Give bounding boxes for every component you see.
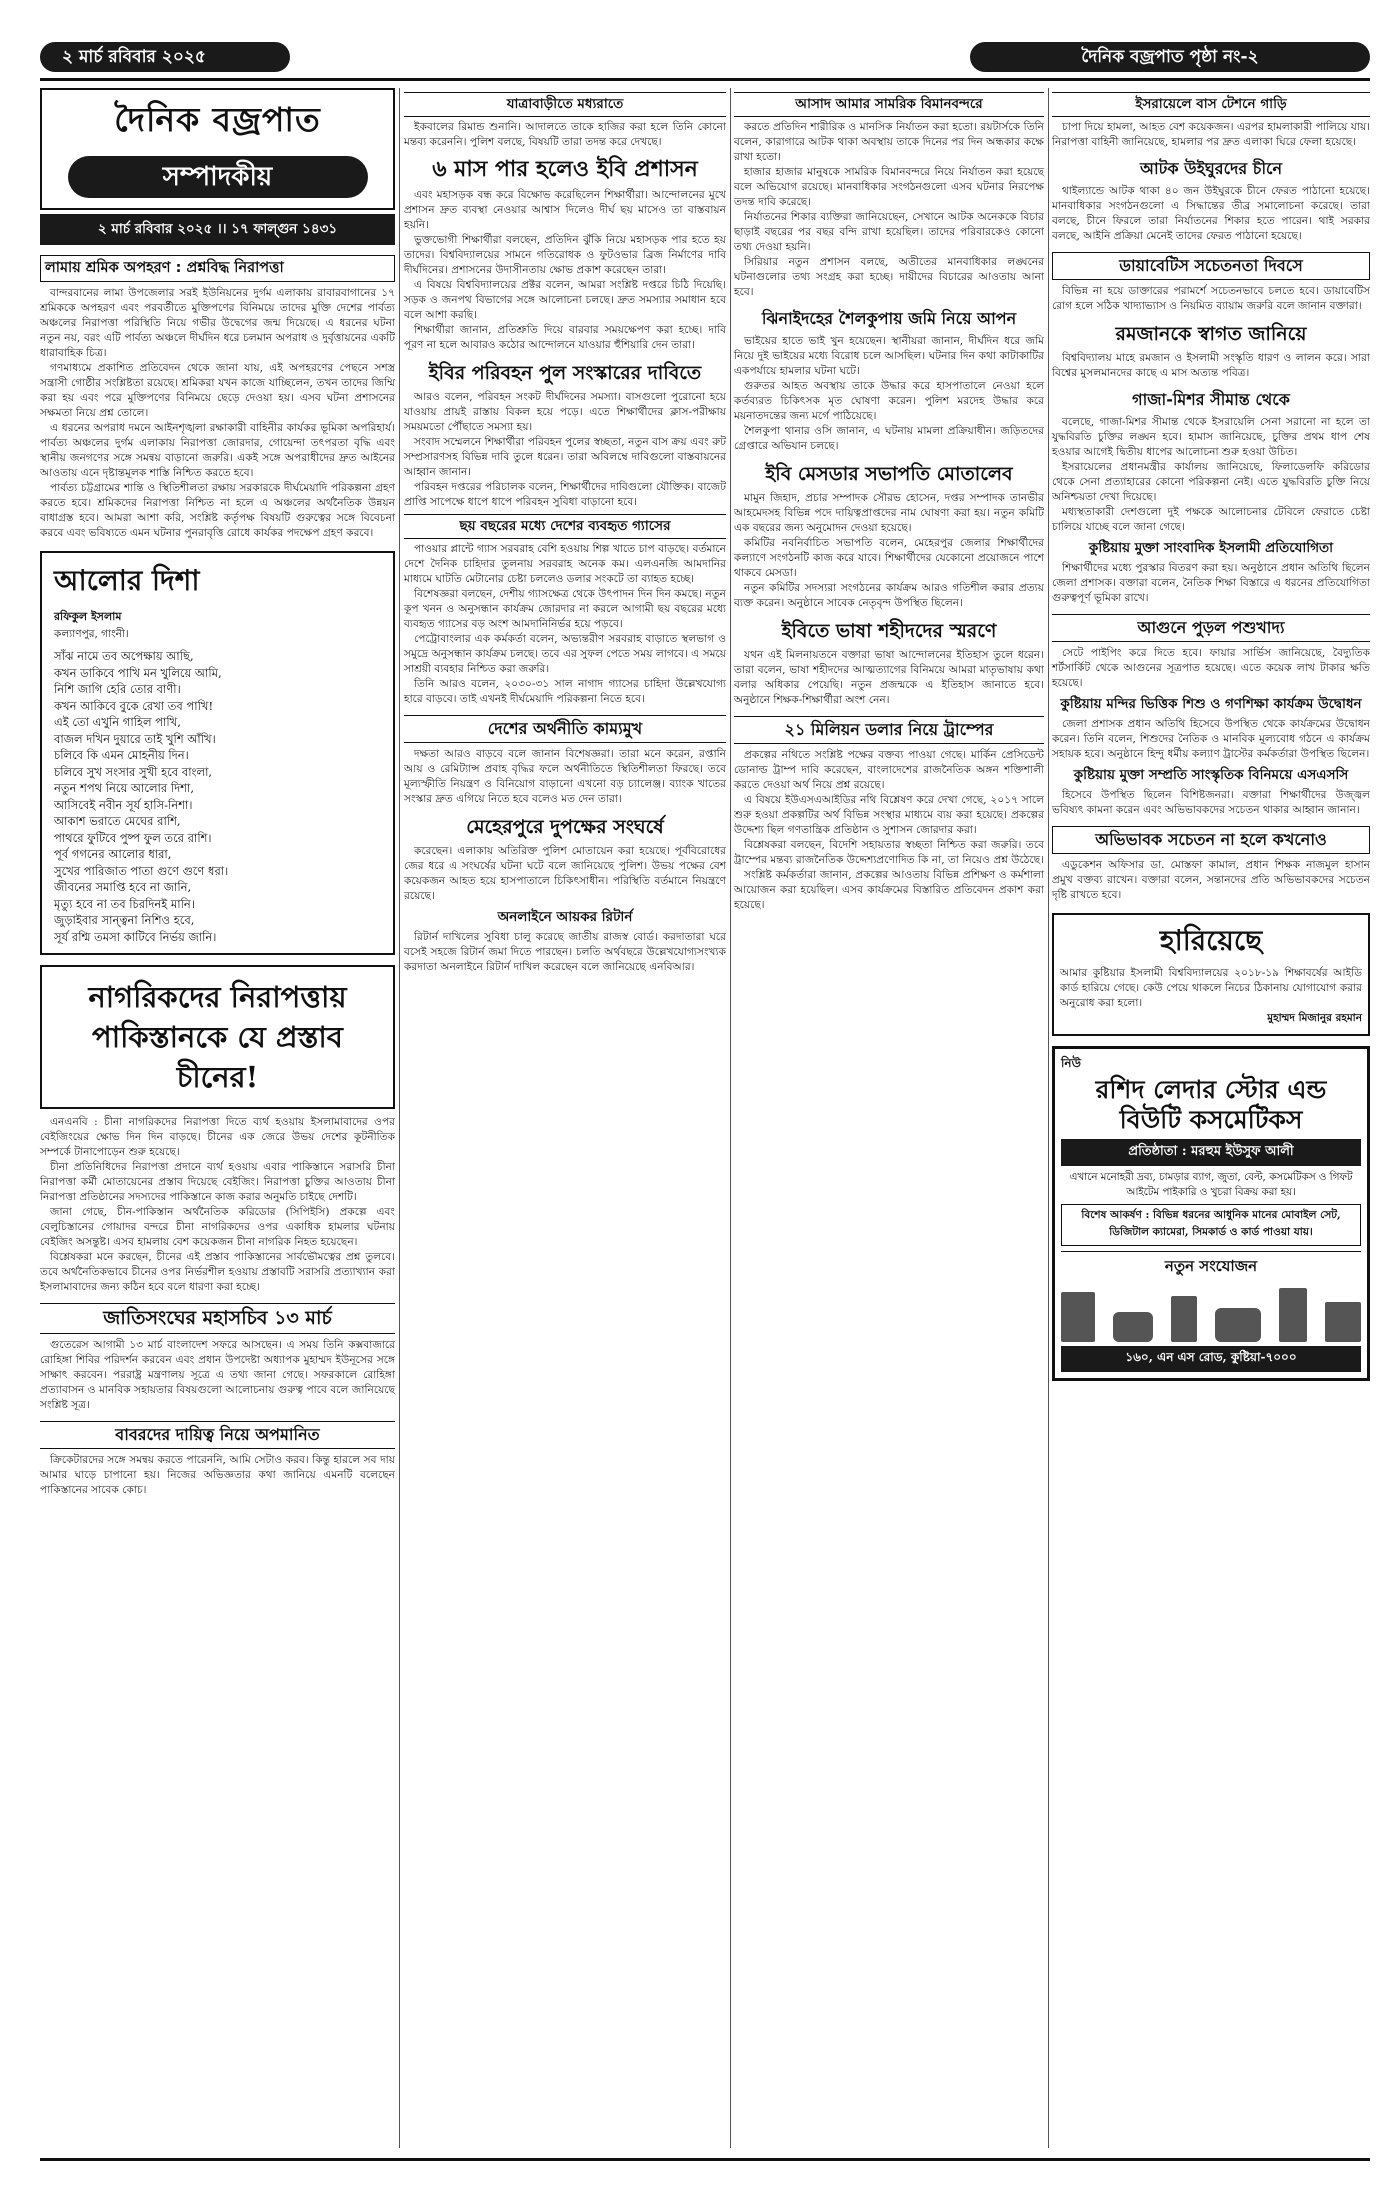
paragraph: হিসেবে উপস্থিত ছিলেন বিশিষ্টজনরা। বক্তারা শিক্ষার্থীদের উজ্জ্বল ভবিষ্যৎ কামনা করেন এবং অভিভাবকদের সচেতন থাকার আহ্বান জানান। xyxy=(1052,789,1370,816)
paragraph: এডুকেশন অফিসার ডা. মোস্তফা কামাল, প্রধান শিক্ষক নাজমুল হাসান প্রমুখ বক্তব্য রাখেন। বক্তারা বলেন, সন্তানদের প্রতি অভিভাবকদের সচেতন দৃষ্টি রাখতে হবে। xyxy=(1052,859,1370,901)
ad-founder: প্রতিষ্ঠাতা : মরহুম ইউসুফ আলী xyxy=(1061,1139,1361,1166)
story-headline: অনলাইনে আয়কর রিটার্ন xyxy=(497,909,633,925)
column-divider xyxy=(1048,88,1049,2148)
paragraph: সিরিয়ার নতুন প্রশাসন বলছে, অতীতের মানবাধিকার লঙ্ঘনের ঘটনাগুলোর তথ্য সংগ্রহ করা হচ্ছে। দায়ীদের বিচারের আওতায় আনা হবে। xyxy=(734,256,1044,298)
china-headline: নাগরিকদের নিরাপত্তায় পাকিস্তানকে যে প্রস্তাব চীনের! xyxy=(40,965,395,1109)
ad-address: ১৬০, এন এস রোড, কুষ্টিয়া-৭০০০ xyxy=(1061,1346,1361,1372)
story-body xyxy=(1052,351,1370,381)
paragraph: আরও বলেন, পরিবহন সংকট দীর্ঘদিনের সমস্যা। বাসগুলো পুরোনো হয়ে যাওয়ায় প্রায়ই রাস্তায় বিকল হয়ে পড়ে। এতে শিক্ষার্থীদের ক্লাস-পরীক্ষায় সময়মতো পৌঁছাতে সমস্যা হয়। xyxy=(404,391,726,433)
page-label: দৈনিক বজ্রপাত পৃষ্ঠা নং-২ xyxy=(970,42,1370,72)
poem-line: সুখের পারিজাত পাতা গুণে গুণে ধরা। xyxy=(54,863,229,878)
paragraph: ক্রিকেটারদের সঙ্গে সমন্বয় করতে পারেননি, আমি সেটাও করব। কিন্তু হারলে সব দায় আমার ঘাড়ে চাপানো হয়। নিজের অভিজ্ঞতার কথা জানিয়ে এমনটি বলেছেন পাকিস্তানের সাবেক কোচ। xyxy=(40,1454,395,1496)
story-headline: ইবির পরিবহন পুল সংস্কারের দাবিতে xyxy=(428,362,702,384)
story-body xyxy=(404,542,726,707)
bottom-rule xyxy=(40,2158,1370,2161)
poem-line: মৃত্যু হবে না তব চিরদিনই মানি। xyxy=(54,896,195,911)
story-body xyxy=(734,491,1044,611)
story-headline: ডায়াবেটিস সচেতনতা দিবসে xyxy=(1052,252,1370,280)
paragraph: সেটে পাইপিং করে দিতে হবে। ফায়ার সার্ভিস জানিয়েছে, বৈদ্যুতিক শর্টসার্কিট থেকে আগুনের সূত্রপাত হয়েছে। এতে কয়েক লাখ টাকার ক্ষতি হয়েছে। xyxy=(1052,647,1370,689)
paragraph: মধ্যস্থতাকারী দেশগুলো দুই পক্ষকে আলোচনার টেবিলে ফেরাতে চেষ্টা চালিয়ে যাচ্ছে বলে জানা গেছে। xyxy=(1052,506,1370,533)
editorial-date: ২ মার্চ রবিবার ২০২৫ ।। ১৭ ফাল্গুন ১৪৩১ xyxy=(40,214,395,245)
story-headline: ২১ মিলিয়ন ডলার নিয়ে ট্রাম্পের xyxy=(734,716,1044,744)
paragraph: ভুক্তভোগী শিক্ষার্থীরা বলছেন, প্রতিদিন ঝুঁকি নিয়ে মহাসড়ক পার হতে হয় তাদের। বিশ্ববিদ্যালয়ের সামনে গতিরোধক ও ফুটওভার ব্রিজ নির্মাণের দাবি দীর্ঘদিনের। প্রশাসনের উদাসীনতায় ক্ষোভ প্রকাশ করেছেন তারা। xyxy=(404,234,726,276)
poem-line: সাঁঝ নামে তব অপেক্ষায় আছি, xyxy=(54,649,194,663)
story-headline: ৬ মাস পার হলেও ইবি প্রশাসন xyxy=(432,157,698,182)
poem-line: কখন ডাকিবে পাখি মন খুলিয়ে আমি, xyxy=(54,665,222,680)
paragraph: বিশ্লেষকরা বলছেন, বিদেশি সহায়তার স্বচ্ছতা নিশ্চিত করা জরুরি। তবে ট্রাম্পের মন্তব্য রাজনৈতিক উদ্দেশ্যপ্রণোদিত কি না, তা নিয়েও প্রশ্ন উঠেছে। xyxy=(734,839,1044,866)
paragraph: প্রকল্পের নথিতে সংশ্লিষ্ট পক্ষের বক্তব্য পাওয়া গেছে। মার্কিন প্রেসিডেন্ট ডোনাল্ড ট্রাম্প দাবি করেছেন, বাংলাদেশের রাজনৈতিক অঙ্গন শক্তিশালী করতে দেওয়া অর্থ নিয়ে প্রশ্ন রয়েছে। xyxy=(734,749,1044,791)
column-4 xyxy=(1052,88,1370,1381)
lost-title: হারিয়েছে xyxy=(1159,924,1263,957)
paragraph: জানা গেছে, চীন-পাকিস্তান অর্থনৈতিক করিডোর (সিপিইসি) প্রকল্পে এবং বেলুচিস্তানের গোয়াদর বন্দরে চীনা নাগরিকদের ওপর একাধিক হামলার ঘটনায় বেইজিং অসন্তুষ্ট। এসব হামলায় বেশ কয়েকজন চীনা নাগরিক নিহত হয়েছেন। xyxy=(40,1206,395,1248)
ad-product-images xyxy=(1061,1284,1361,1342)
poem-line: চলিবে কি এমন মোহনীয় দিন। xyxy=(54,748,189,762)
column-divider xyxy=(730,88,731,2148)
advertisement xyxy=(1052,1046,1370,1381)
story-body xyxy=(734,648,1044,708)
story-headline: আগুনে পুড়ল পশুখাদ্য xyxy=(1052,614,1370,642)
camera-image xyxy=(1215,1308,1261,1342)
phone-image xyxy=(1279,1288,1307,1342)
story-headline: আসাদ আমার সামরিক বিমানবন্দরে xyxy=(734,92,1044,117)
poem-line: বাজল দখিন দুয়ারে তাই খুশি আঁখি। xyxy=(54,731,216,746)
poem-line: পাথরে ফুটিবে পুষ্প ফুল তরে রাশি। xyxy=(54,830,212,845)
story-headline: কুষ্টিয়ায় মন্দির ভিত্তিক শিশু ও গণশিক্ষা কার্যক্রম উদ্বোধন xyxy=(1060,696,1362,712)
paragraph: যথন এই মিলনায়তনে বক্তারা ভাষা আন্দোলনের ইতিহাস তুলে ধরেন। তারা বলেন, ভাষা শহীদদের আত্মত্যাগের বিনিময়ে আমরা মাতৃভাষায় কথা বলার অধিকার পেয়েছি। নতুন প্রজন্মকে এ ইতিহাস জানাতে হবে। অনুষ্ঠানে শিক্ষক-শিক্ষার্থীরা অংশ নেন। xyxy=(734,649,1044,706)
paragraph: শিক্ষার্থীদের মধ্যে পুরস্কার বিতরণ করা হয়। অনুষ্ঠানে প্রধান অতিথি ছিলেন জেলা প্রশাসক। বক্তারা বলেন, নৈতিক শিক্ষা বিস্তারে এ ধরনের প্রতিযোগিতা গুরুত্বপূর্ণ ভূমিকা রাখে। xyxy=(1052,562,1370,604)
column-1 xyxy=(40,88,395,1498)
ad-description: এখানে মনোহরী দ্রব্য, চামড়ার ব্যাগ, জুতা, বেল্ট, কসমেটিকস ও গিফট আইটেম পাইকারি ও খুচরা বিক্রয় করা হয়। xyxy=(1069,1171,1353,1198)
paragraph: ইকবালের রিমান্ড শুনানি। আদালতে তাকে হাজির করা হলে তিনি কোনো মন্তব্য করেননি। পুলিশ বলছে, বিষয়টি তারা তদন্ত করে দেখছে। xyxy=(404,121,726,148)
poem-line: সূর্য রশ্মি তমসা কাটিবে নির্ভয় জানি। xyxy=(54,929,217,944)
story-headline: ছয় বছরের মধ্যে দেশের ব্যবহৃত গ্যাসের xyxy=(404,514,726,539)
paragraph: শিক্ষার্থীরা জানান, প্রতিশ্রুতি দিয়ে বারবার সময়ক্ষেপণ করা হচ্ছে। দাবি পূরণ না হলে আবারও কঠোর আন্দোলনে যাওয়ার হুঁশিয়ারি দেন তারা। xyxy=(404,324,726,351)
paragraph: এ বিষয়ে বিশ্ববিদ্যালয়ের প্রক্টর বলেন, আমরা সংশ্লিষ্ট দপ্তরে চিঠি দিয়েছি। সড়ক ও জনপথ বিভাগের সঙ্গে আলোচনা চলছে। দ্রুত সমস্যার সমাধান হবে বলে আশা করছি। xyxy=(404,279,726,321)
paragraph: বলেছে, গাজা-মিশর সীমান্ত থেকে ইসরায়েলি সেনা সরানো না হলে তা যুদ্ধবিরতি চুক্তির লঙ্ঘন হবে। হামাস জানিয়েছে, চুক্তির প্রথম ধাপ শেষ হওয়ার আগেই দ্বিতীয় ধাপের আলোচনা শুরু হওয়া উচিত। xyxy=(1052,416,1370,458)
story-headline: ঝিনাইদহের শৈলকুপায় জমি নিয়ে আপন xyxy=(761,309,1017,328)
poem-line: আসিবেই নবীন সূর্য হাসি-নিশা। xyxy=(54,797,193,812)
poem-line: নিশি জাগি হেরি তোর বাণী। xyxy=(54,682,181,696)
column-2 xyxy=(404,88,726,975)
paragraph: পরিবহন দপ্তরের পরিচালক বলেন, শিক্ষার্থীদের দাবিগুলো যৌক্তিক। বাজেট প্রাপ্তি সাপেক্ষে ধাপে ধাপে পরিবহন সুবিধা বাড়ানো হবে। xyxy=(404,481,726,508)
issue-date: ২ মার্চ রবিবার ২০২৫ xyxy=(40,42,290,72)
masthead xyxy=(40,88,395,210)
editorial-label: সম্পাদকীয় xyxy=(68,156,368,198)
story-body xyxy=(404,844,726,904)
poem-box xyxy=(40,551,395,955)
story-body xyxy=(404,747,726,807)
ad-special: বিশেষ আকর্ষণ : বিভিন্ন ধরনের আধুনিক মানের মোবাইল সেট, ডিজিটাল ক্যামেরা, সিমকার্ড ও কার্ড পাওয়া যায়। xyxy=(1061,1204,1361,1246)
paragraph: পেট্রোবাংলার এক কর্মকর্তা বলেন, অভ্যন্তরীণ সরবরাহ বাড়াতে স্থলভাগ ও সমুদ্রে অনুসন্ধান কার্যক্রম চলছে। তবে এর সুফল পেতে সময় লাগবে। এ সময়ে সাশ্রয়ী ব্যবহার নিশ্চিত করা জরুরি। xyxy=(404,633,726,675)
un-headline: জাতিসংঘের মহাসচিব ১৩ মার্চ xyxy=(40,1303,395,1334)
poem-lines xyxy=(54,648,381,945)
paragraph: ভাইয়ের হাতে ভাই খুন হয়েছেন। স্থানীয়রা জানান, দীর্ঘদিন ধরে জমি নিয়ে দুই ভাইয়ের মধ্যে বিরোধ চলে আসছিল। ঘটনার দিন কথা কাটাকাটির একপর্যায়ে হামলার ঘটনা ঘটে। xyxy=(734,335,1044,377)
story-body xyxy=(1052,415,1370,535)
bag-image xyxy=(1325,1302,1361,1342)
story-headline: ইবিতে ভাষা শহীদদের স্মরণে xyxy=(781,620,997,642)
paragraph: এবং মহাসড়ক বন্ধ করে বিক্ষোভ করেছিলেন শিক্ষার্থীরা। আন্দোলনের মুখে প্রশাসন দ্রুত ব্যবস্থা নেওয়ার আশ্বাস দিলেও দীর্ঘ ছয় মাসেও তা বাস্তবায়ন হয়নি। xyxy=(404,189,726,231)
paragraph: শৈলকুপা থানার ওসি জানান, এ ঘটনায় মামলা প্রক্রিয়াধীন। জড়িতদের গ্রেপ্তারে অভিযান চলছে। xyxy=(734,425,1044,452)
paragraph: সংশ্লিষ্ট কর্মকর্তারা জানান, প্রকল্পের আওতায় বিভিন্ন প্রশিক্ষণ ও কর্মশালা আয়োজন করা হয়েছিল। এসব কার্যক্রমের বিস্তারিত প্রতিবেদন প্রকাশ করা হয়েছে। xyxy=(734,869,1044,911)
story-body xyxy=(404,390,726,510)
story-body xyxy=(1052,788,1370,818)
story-body xyxy=(1052,284,1370,314)
paragraph: বিশেষজ্ঞরা বলছেন, দেশীয় গ্যাসক্ষেত্র থেকে উৎপাদন দিন দিন কমছে। নতুন কূপ খনন ও অনুসন্ধান কার্যক্রম জোরদার না করলে আগামী ছয় বছরের মধ্যে ব্যবহৃত গ্যাসের বড় অংশ আমদানিনির্ভর হয়ে পড়বে। xyxy=(404,588,726,630)
story-body xyxy=(404,930,726,975)
paragraph: পাওয়ার প্লান্টে গ্যাস সরবরাহ বেশি হওয়ায় শিল্প খাতে চাপ বাড়ছে। বর্তমানে দেশে দৈনিক চাহিদার তুলনায় সরবরাহ অনেক কম। এলএনজি আমদানির মাধ্যমে ঘাটতি মেটানোর চেষ্টা চললেও ডলার সংকটে তা ব্যাহত হচ্ছে। xyxy=(404,543,726,585)
paragraph: জেলা প্রশাসক প্রধান অতিথি হিসেবে উপস্থিত থেকে কার্যক্রমের উদ্বোধন করেন। তিনি বলেন, শিশুদের নৈতিক ও মানবিক মূল্যবোধ গঠনে এ কার্যক্রম সহায়ক হবে। অনুষ্ঠানে হিন্দু ধর্মীয় কল্যাণ ট্রাস্টের কর্মকর্তারা উপস্থিত ছিলেন। xyxy=(1052,718,1370,760)
paragraph: হাজার হাজার মানুষকে সামরিক বিমানবন্দরে নিয়ে নির্যাতন করা হয়েছে বলে অভিযোগ রয়েছে। মানবাধিকার সংগঠনগুলো এসব ঘটনার নিরপেক্ষ তদন্ত দাবি করেছে। xyxy=(734,166,1044,208)
top-bar xyxy=(40,42,1370,74)
camera-image xyxy=(1113,1312,1153,1342)
paragraph: চীনা প্রতিনিধিদের নিরাপত্তা প্রদানে ব্যর্থ হওয়ায় এবার পাকিস্তানে সরাসরি চীনা নিরাপত্তা কর্মী মোতায়েনের প্রস্তাব দিয়েছে বেইজিং। নিরাপত্তা চুক্তির আওতায় চীনা নিরাপত্তা প্রতিষ্ঠানের সদস্যদের পাকিস্তানে কাজ করার অনুমতি চাইছে দেশটি। xyxy=(40,1161,395,1203)
paragraph: বান্দরবানের লামা উপজেলার সরই ইউনিয়নের দুর্গম এলাকায় রাবারবাগানের ১৭ শ্রমিককে অপহরণ এবং পরবর্তীতে মুক্তিপণের বিনিময়ে তাদের মুক্তি দেশের পার্বত্য অঞ্চলের নিরাপত্তা পরিস্থিতি নিয়ে গভীর উদ্বেগের জন্ম দিয়েছে। এ ধরনের ঘটনা নতুন নয়, বরং এটি পার্বত্য অঞ্চলে দীর্ঘদিন ধরে চলমান অপরাধ ও দুর্বৃত্তায়নের একটি ধারাবাহিক চিত্র। xyxy=(40,287,395,359)
poem-author: রফিকুল ইসলাম xyxy=(54,610,122,623)
china-body xyxy=(40,1115,395,1295)
story-body xyxy=(1052,120,1370,150)
story-body xyxy=(404,120,726,150)
poem-place: কল্যাণপুর, গাংনী। xyxy=(54,628,129,640)
story-body xyxy=(1052,717,1370,762)
story-headline: কুষ্টিয়ায় মুক্তা সম্প্রতি সাংস্কৃতিক বিনিময়ে এসএসসি xyxy=(1073,767,1349,783)
ad-new-addition: নতুন সংযোজন xyxy=(1061,1251,1361,1280)
ad-new-label: নিউ xyxy=(1061,1056,1081,1070)
paragraph: এ বিষয়ে ইউএসএআইডির নথি বিশ্লেষণ করে দেখা গেছে, ২০১৭ সালে শুরু হওয়া প্রকল্পটির অর্থ বিভিন্ন সংস্থার মাধ্যমে ব্যয় করা হয়েছে। প্রকল্পের উদ্দেশ্য ছিল গণতান্ত্রিক প্রতিষ্ঠান ও সুশাসন জোরদার করা। xyxy=(734,794,1044,836)
paragraph: এ ধরনের অপরাধ দমনে আইনশৃঙ্খলা রক্ষাকারী বাহিনীর কার্যকর ভূমিকা অপরিহার্য। পার্বত্য অঞ্চলের দুর্গম এলাকায় নিরাপত্তা জোরদার, গোয়েন্দা তৎপরতা বৃদ্ধি এবং স্থানীয় জনগণের সঙ্গে সমন্বয় বাড়ানো জরুরি। একই সঙ্গে অপরাধীদের দ্রুত আইনের আওতায় এনে দৃষ্টান্তমূলক শাস্তি নিশ্চিত করতে হবে। xyxy=(40,422,395,479)
story-headline: গাজা-মিশর সীমান্ত থেকে xyxy=(1132,390,1290,409)
story-body xyxy=(734,334,1044,454)
paragraph: তিনি আরও বলেন, ২০৩০-৩১ সাল নাগাদ গ্যাসের চাহিদা উল্লেখযোগ্য হারে বাড়বে। তাই এখনই দীর্ঘমেয়াদি পরিকল্পনা নিতে হবে। xyxy=(404,678,726,705)
poem-line: কখন আকিবে বুকে রেখা তব পাখি! xyxy=(54,698,214,713)
poem-line: জুড়াইবার সান্ত্বনা নিশিও হবে, xyxy=(54,913,195,927)
story-body xyxy=(1052,184,1370,244)
ad-store-name: রশিদ লেদার স্টোর এন্ড বিউটি কসমেটিকস xyxy=(1095,1075,1327,1134)
story-body xyxy=(734,120,1044,300)
paragraph: গুতেরেস আগামী ১৩ মার্চ বাংলাদেশ সফরে আসছেন। এ সময় তিনি কক্সবাজারে রোহিঙ্গা শিবির পরিদর্শন করবেন এবং প্রধান উপদেষ্টা অধ্যাপক মুহাম্মদ ইউনূসের সঙ্গে সাক্ষাৎ করবেন। পররাষ্ট্র মন্ত্রণালয় সূত্রে এ তথ্য জানা গেছে। সফরকালে রোহিঙ্গা প্রত্যাবাসন ও মানবিক সহায়তার বিষয়গুলো আলোচনায় গুরুত্ব পাবে বলে জানিয়েছে সংশ্লিষ্ট সূত্র। xyxy=(40,1339,395,1411)
paragraph: মামুন জিহাদ, প্রচার সম্পাদক সৌরভ হোসেন, দপ্তর সম্পাদক তানভীর আহমেদসহ বিভিন্ন পদে দায়িত্বপ্রাপ্তদের নাম ঘোষণা করা হয়। নতুন কমিটি এক বছরের জন্য অনুমোদন দেওয়া হয়েছে। xyxy=(734,492,1044,534)
paragraph: কমিটির নবনির্বাচিত সভাপতি বলেন, মেহেরপুর জেলার শিক্ষার্থীদের কল্যাণে সংগঠনটি কাজ করে যাবে। শিক্ষার্থীদের যেকোনো প্রয়োজনে পাশে থাকবে মেসডা। xyxy=(734,537,1044,579)
story-headline: রমজানকে স্বাগত জানিয়ে xyxy=(1115,323,1307,345)
story-headline: দেশের অর্থনীতি কাম্যমুখ xyxy=(404,715,726,743)
paragraph: গুরুতর আহত অবস্থায় তাকে উদ্ধার করে হাসপাতালে নেওয়া হলে কর্তব্যরত চিকিৎসক মৃত ঘোষণা করেন। পুলিশ মরদেহ উদ্ধার করে ময়নাতদন্তের জন্য মর্গে পাঠিয়েছে। xyxy=(734,380,1044,422)
un-body xyxy=(40,1338,395,1413)
editorial-body xyxy=(40,286,395,541)
paragraph: নতুন কমিটির সদস্যরা সংগঠনের কার্যক্রম আরও গতিশীল করার প্রত্যয় ব্যক্ত করেন। অনুষ্ঠানে সাবেক নেতৃবৃন্দ উপস্থিত ছিলেন। xyxy=(734,582,1044,609)
poem-line: এই তো এখুনি গাহিল পাখি, xyxy=(54,715,181,729)
poem-line: পূর্ব গগনের আলোর ধারা, xyxy=(54,847,172,861)
editorial-headline: লামায় শ্রমিক অপহরণ : প্রশ্নবিদ্ধ নিরাপত্তা xyxy=(40,255,395,282)
poem-line: আকাশ ভরাতে মেঘের রাশি, xyxy=(54,814,181,828)
phone-image xyxy=(1171,1296,1197,1342)
story-headline: মেহেরপুরে দুপক্ষের সংঘর্ষে xyxy=(466,816,664,838)
paragraph: করতে প্রতিদিন শারীরিক ও মানসিক নির্যাতন করা হতো। রয়টার্সকে তিনি বলেন, কারাগারে আটক থাকা অবস্থায় তাকে দিনের পর দিন অন্ধকার কক্ষে রাখা হতো। xyxy=(734,121,1044,163)
column-divider xyxy=(399,88,400,2148)
story-body xyxy=(404,188,726,353)
story-headline: যাত্রাবাড়ীতে মধ্যরাতে xyxy=(404,92,726,117)
story-body xyxy=(734,748,1044,913)
story-headline: ইসরায়েলে বাস টেশনে গাড়ি xyxy=(1052,92,1370,117)
babar-body xyxy=(40,1453,395,1498)
babar-headline: বাবরদের দায়িত্ব নিয়ে অপমানিত xyxy=(40,1421,395,1449)
top-rule xyxy=(40,78,1370,81)
poem-line: নতুন শপথ নিয়ে আলোর দিশা, xyxy=(54,781,194,795)
lost-body: আমার কুষ্টিয়ার ইসলামী বিশ্ববিদ্যালয়ের ২০১৮-১৯ শিক্ষাবর্ষের আইডি কার্ড হারিয়ে গেছে। কেউ পেয়ে থাকলে নিচের ঠিকানায় যোগাযোগ করার অনুরোধ করা হলো। xyxy=(1060,967,1362,1009)
poem-line: চলিবে সুখ সংসার সুখী হবে বাংলা, xyxy=(54,764,213,779)
column-3 xyxy=(734,88,1044,913)
paragraph: গণমাধ্যমে প্রকাশিত প্রতিবেদন থেকে জানা যায়, এই অপহরণের পেছনে সশস্ত্র সন্ত্রাসী গোষ্ঠীর সংশ্লিষ্টতা রয়েছে। শ্রমিকরা যখন কাজে যাচ্ছিলেন, তখন তাদের জিম্মি করা হয় এবং পরে মুক্তিপণের বিনিময়ে ছেড়ে দেওয়া হয়। এসব ঘটনা প্রশাসনের সক্ষমতা নিয়ে প্রশ্ন তোলে। xyxy=(40,362,395,419)
paragraph: থাইল্যান্ডে আটক থাকা ৪০ জন উইঘুরকে চীনে ফেরত পাঠানো হয়েছে। মানবাধিকার সংগঠনগুলো এ সিদ্ধান্তের তীব্র সমালোচনা করেছে। তারা বলছে, চীনে ফিরলে তারা নির্যাতনের শিকার হতে পারেন। থাই সরকার বলছে, আইনি প্রক্রিয়া মেনেই তাদের ফেরত পাঠানো হয়েছে। xyxy=(1052,185,1370,242)
paragraph: করেছেন। এলাকায় অতিরিক্ত পুলিশ মোতায়েন করা হয়েছে। পূর্ববিরোধের জের ধরে এ সংঘর্ষের ঘটনা ঘটে বলে জানিয়েছে পুলিশ। উভয় পক্ষের বেশ কয়েকজন আহত হয়ে হাসপাতালে চিকিৎসাধীন। পরিস্থিতি বর্তমানে নিয়ন্ত্রণে রয়েছে। xyxy=(404,845,726,902)
story-body xyxy=(1052,858,1370,903)
paper-name: দৈনিক বজ্রপাত xyxy=(114,100,321,139)
lost-notice xyxy=(1052,913,1370,1036)
paragraph: এনএনবি : চীনা নাগরিকদের নিরাপত্তা দিতে ব্যর্থ হওয়ায় ইসলামাবাদের ওপর বেইজিংয়ের ক্ষোভ দিন দিন বাড়ছে। চীনের এক জেরে উভয় দেশের কূটনীতিক সম্পর্কে টানাপোড়েন শুরু হয়েছে। xyxy=(40,1116,395,1158)
paragraph: পার্বত্য চট্টগ্রামের শান্তি ও স্থিতিশীলতা রক্ষায় সরকারকে দীর্ঘমেয়াদি পরিকল্পনা গ্রহণ করতে হবে। শ্রমিকদের নিরাপত্তা নিশ্চিত না হলে এ অঞ্চলের অর্থনৈতিক উন্নয়ন বাধাগ্রস্ত হবে। আমরা আশা করি, সংশ্লিষ্ট কর্তৃপক্ষ বিষয়টি গুরুত্বের সঙ্গে বিবেচনা করবে এবং ভবিষ্যতে এমন ঘটনার পুনরাবৃত্তি রোধে কার্যকর পদক্ষেপ গ্রহণ করবে। xyxy=(40,482,395,539)
lost-sign: মুহাম্মদ মিজানুর রহমান xyxy=(1267,1012,1362,1024)
poem-title: আলোর দিশা xyxy=(54,564,200,597)
story-body xyxy=(1052,646,1370,691)
paragraph: চাপা দিয়ে হামলা, আহত বেশ কয়েকজন। এরপর হামলাকারী পালিয়ে যায়। নিরাপত্তা বাহিনী জানিয়েছে, হামলার পর দ্রুত এলাকা ঘিরে ফেলা হয়েছে। xyxy=(1052,121,1370,148)
paragraph: বিশ্লেষকরা মনে করছেন, চীনের এই প্রস্তাব পাকিস্তানের সার্বভৌমত্বের প্রশ্ন তুলবে। তবে অর্থনৈতিকভাবে চীনের ওপর নির্ভরশীল হওয়ায় প্রস্তাবটি সরাসরি প্রত্যাখ্যান করা ইসলামাবাদের জন্য কঠিন হবে বলে ধারণা করা হচ্ছে। xyxy=(40,1251,395,1293)
paragraph: সংবাদ সম্মেলনে শিক্ষার্থীরা পরিবহন পুলের স্বচ্ছতা, নতুন বাস ক্রয় এবং রুট সম্প্রসারণসহ বিভিন্ন দাবি তুলে ধরেন। তারা অবিলম্বে দাবিগুলো বাস্তবায়নের আহ্বান জানান। xyxy=(404,436,726,478)
story-headline: ইবি মেসডার সভাপতি মোতালেব xyxy=(765,463,1013,485)
paragraph: রিটার্ন দাখিলের সুবিধা চালু করেছে জাতীয় রাজস্ব বোর্ড। করদাতারা ঘরে বসেই সহজে রিটার্ন জমা দিতে পারছেন। চলতি অর্থবছরে উল্লেখযোগ্যসংখ্যক করদাতা অনলাইনে রিটার্ন দাখিল করেছেন বলে জানিয়েছে এনবিআর। xyxy=(404,931,726,973)
phone-image xyxy=(1061,1292,1095,1342)
paragraph: নির্যাতনের শিকার ব্যক্তিরা জানিয়েছেন, সেখানে আটক অনেককে বিচার ছাড়াই বছরের পর বছর বন্দি রাখা হয়েছিল। তাদের পরিবারকেও কোনো তথ্য দেওয়া হয়নি। xyxy=(734,211,1044,253)
story-headline: অভিভাবক সচেতন না হলে কখনোও xyxy=(1052,826,1370,854)
paragraph: বিভিন্ন না হয়ে ডাক্তারের পরামর্শে সচেতনভাবে চলতে হবে। ডায়াবেটিস রোগ হলে সঠিক খাদ্যাভ্যাস ও নিয়মিত ব্যায়াম জরুরি বলে জানান বক্তারা। xyxy=(1052,285,1370,312)
paragraph: বিশ্ববিদ্যালয় মাহে রমজান ও ইসলামী সংস্কৃতি ধারণ ও লালন করে। সারা বিশ্বের মুসলমানদের কাছে এ মাস অত্যন্ত পবিত্র। xyxy=(1052,352,1370,379)
paragraph: ইসরায়েলের প্রধানমন্ত্রীর কার্যালয় জানিয়েছে, ফিলাডেলফি করিডোর থেকে সেনা প্রত্যাহারের কোনো পরিকল্পনা নেই। এতে যুদ্ধবিরতি চুক্তি নিয়ে অনিশ্চয়তা দেখা দিয়েছে। xyxy=(1052,461,1370,503)
paragraph: দক্ষতা আরও বাড়বে বলে জানান বিশেষজ্ঞরা। তারা মনে করেন, রপ্তানি আয় ও রেমিট্যান্স প্রবাহ বৃদ্ধির ফলে অর্থনীতিতে স্থিতিশীলতা ফিরছে। তবে মূল্যস্ফীতি নিয়ন্ত্রণ ও বিনিয়োগ বাড়ানো এখনো বড় চ্যালেঞ্জ। ব্যাংক খাতের সংস্কার দ্রুত এগিয়ে নিতে হবে বলেও মত দেন তারা। xyxy=(404,748,726,805)
story-headline: আটক উইঘুরদের চীনে xyxy=(1139,159,1282,178)
story-body xyxy=(1052,561,1370,606)
story-headline: কুষ্টিয়ায় মুক্তা সাংবাদিক ইসলামী প্রতিযোগিতা xyxy=(1088,540,1334,556)
poem-line: জীবনের সমাপ্তি হবে না জানি, xyxy=(54,880,192,894)
